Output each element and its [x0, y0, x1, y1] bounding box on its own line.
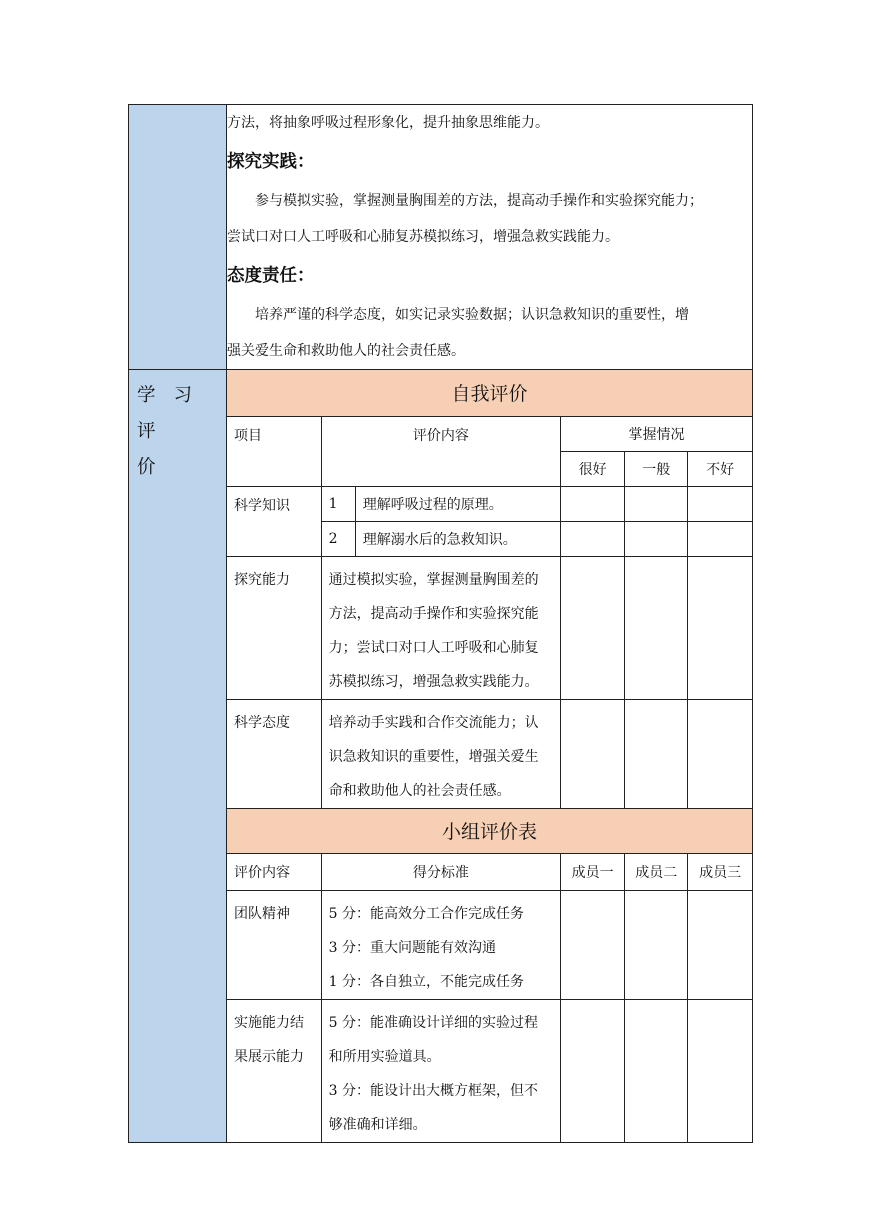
criteria-line: 5 分：能高效分工合作完成任务	[328, 905, 525, 922]
group-criteria-teamwork	[321, 890, 560, 999]
group-eval-title: 小组评价表	[227, 808, 752, 853]
criteria-line: 5 分：能准确设计详细的实验过程	[328, 1014, 539, 1031]
mastery-check-cell[interactable]	[688, 699, 752, 808]
member-1-header: 成员一	[561, 853, 625, 890]
group-col-criteria-header: 得分标准	[321, 853, 560, 890]
col-mastery-header: 掌握情况	[561, 416, 752, 451]
content-line: 方法，提高动手操作和实验探究能	[328, 605, 539, 622]
row-item-inquiry-ability: 探究能力	[227, 556, 321, 699]
content-line: 力；尝试口对口人工呼吸和心肺复	[328, 639, 539, 656]
lesson-plan-table	[128, 104, 753, 1143]
attitude-line-2: 强关爱生命和救助他人的社会责任感。	[227, 343, 465, 359]
section-label-cell	[129, 370, 227, 1143]
criteria-line: 1 分：各自独立，不能完成任务	[328, 973, 525, 990]
section-label	[129, 370, 226, 486]
group-col-content-header: 评价内容	[227, 853, 321, 890]
mastery-check-cell[interactable]	[688, 486, 752, 521]
content-line: 命和救助他人的社会责任感。	[328, 782, 511, 799]
member-2-header: 成员二	[625, 853, 688, 890]
mastery-check-cell[interactable]	[688, 521, 752, 556]
sub-number: 1	[321, 486, 355, 521]
member-score-cell[interactable]	[688, 890, 752, 999]
level-very-good: 很好	[561, 451, 625, 486]
left-column-blank	[129, 105, 227, 370]
content-line: 识急救知识的重要性，增强关爱生	[328, 748, 539, 765]
attitude-heading: 态度责任：	[227, 266, 315, 286]
criteria-line: 够准确和详细。	[328, 1116, 427, 1133]
col-item-header: 项目	[227, 416, 321, 486]
mastery-check-cell[interactable]	[561, 521, 625, 556]
objective-line: 方法，将抽象呼吸过程形象化，提升抽象思维能力。	[227, 115, 549, 131]
evaluation-cell	[227, 370, 753, 1143]
content-line: 培养动手实践和合作交流能力；认	[328, 714, 539, 731]
content-line: 苏模拟练习，增强急救实践能力。	[328, 673, 539, 690]
member-score-cell[interactable]	[561, 890, 625, 999]
sub-text: 理解呼吸过程的原理。	[355, 486, 560, 521]
item-line: 果展示能力	[234, 1048, 304, 1065]
row-item-science-knowledge: 科学知识	[227, 486, 321, 556]
mastery-check-cell[interactable]	[625, 486, 688, 521]
level-average: 一般	[625, 451, 688, 486]
member-score-cell[interactable]	[688, 999, 752, 1142]
mastery-check-cell[interactable]	[561, 486, 625, 521]
member-score-cell[interactable]	[561, 999, 625, 1142]
group-criteria-implementation	[321, 999, 560, 1142]
mastery-check-cell[interactable]	[625, 699, 688, 808]
mastery-check-cell[interactable]	[625, 556, 688, 699]
section-label-line-2: 价	[137, 457, 174, 478]
item-line: 实施能力结	[234, 1014, 304, 1031]
row-content-inquiry	[321, 556, 560, 699]
content-line: 通过模拟实验，掌握测量胸围差的	[328, 571, 539, 588]
criteria-line: 3 分：重大问题能有效沟通	[328, 939, 497, 956]
section-label-line-1: 学习评	[137, 385, 211, 442]
col-content-header: 评价内容	[321, 416, 560, 486]
group-item-teamwork: 团队精神	[227, 890, 321, 999]
inquiry-line-2: 尝试口对口人工呼吸和心肺复苏模拟练习，增强急救实践能力。	[227, 229, 619, 245]
sub-text: 理解溺水后的急救知识。	[355, 521, 560, 556]
criteria-line: 3 分：能设计出大概方框架，但不	[328, 1082, 539, 1099]
self-eval-title: 自我评价	[227, 370, 752, 416]
objectives-cell	[227, 105, 753, 370]
group-item-implementation	[227, 999, 321, 1142]
attitude-line-1: 培养严谨的科学态度，如实记录实验数据；认识急救知识的重要性，增	[255, 307, 689, 323]
member-score-cell[interactable]	[625, 890, 688, 999]
evaluation-table	[227, 370, 752, 1142]
criteria-line: 和所用实验道具。	[328, 1048, 441, 1065]
row-content-attitude	[321, 699, 560, 808]
sub-number: 2	[321, 521, 355, 556]
level-poor: 不好	[688, 451, 752, 486]
inquiry-heading: 探究实践：	[227, 152, 315, 172]
member-3-header: 成员三	[688, 853, 752, 890]
mastery-check-cell[interactable]	[561, 556, 625, 699]
row-item-science-attitude: 科学态度	[227, 699, 321, 808]
mastery-check-cell[interactable]	[625, 521, 688, 556]
mastery-check-cell[interactable]	[688, 556, 752, 699]
mastery-check-cell[interactable]	[561, 699, 625, 808]
member-score-cell[interactable]	[625, 999, 688, 1142]
inquiry-line-1: 参与模拟实验，掌握测量胸围差的方法，提高动手操作和实验探究能力；	[255, 193, 703, 209]
